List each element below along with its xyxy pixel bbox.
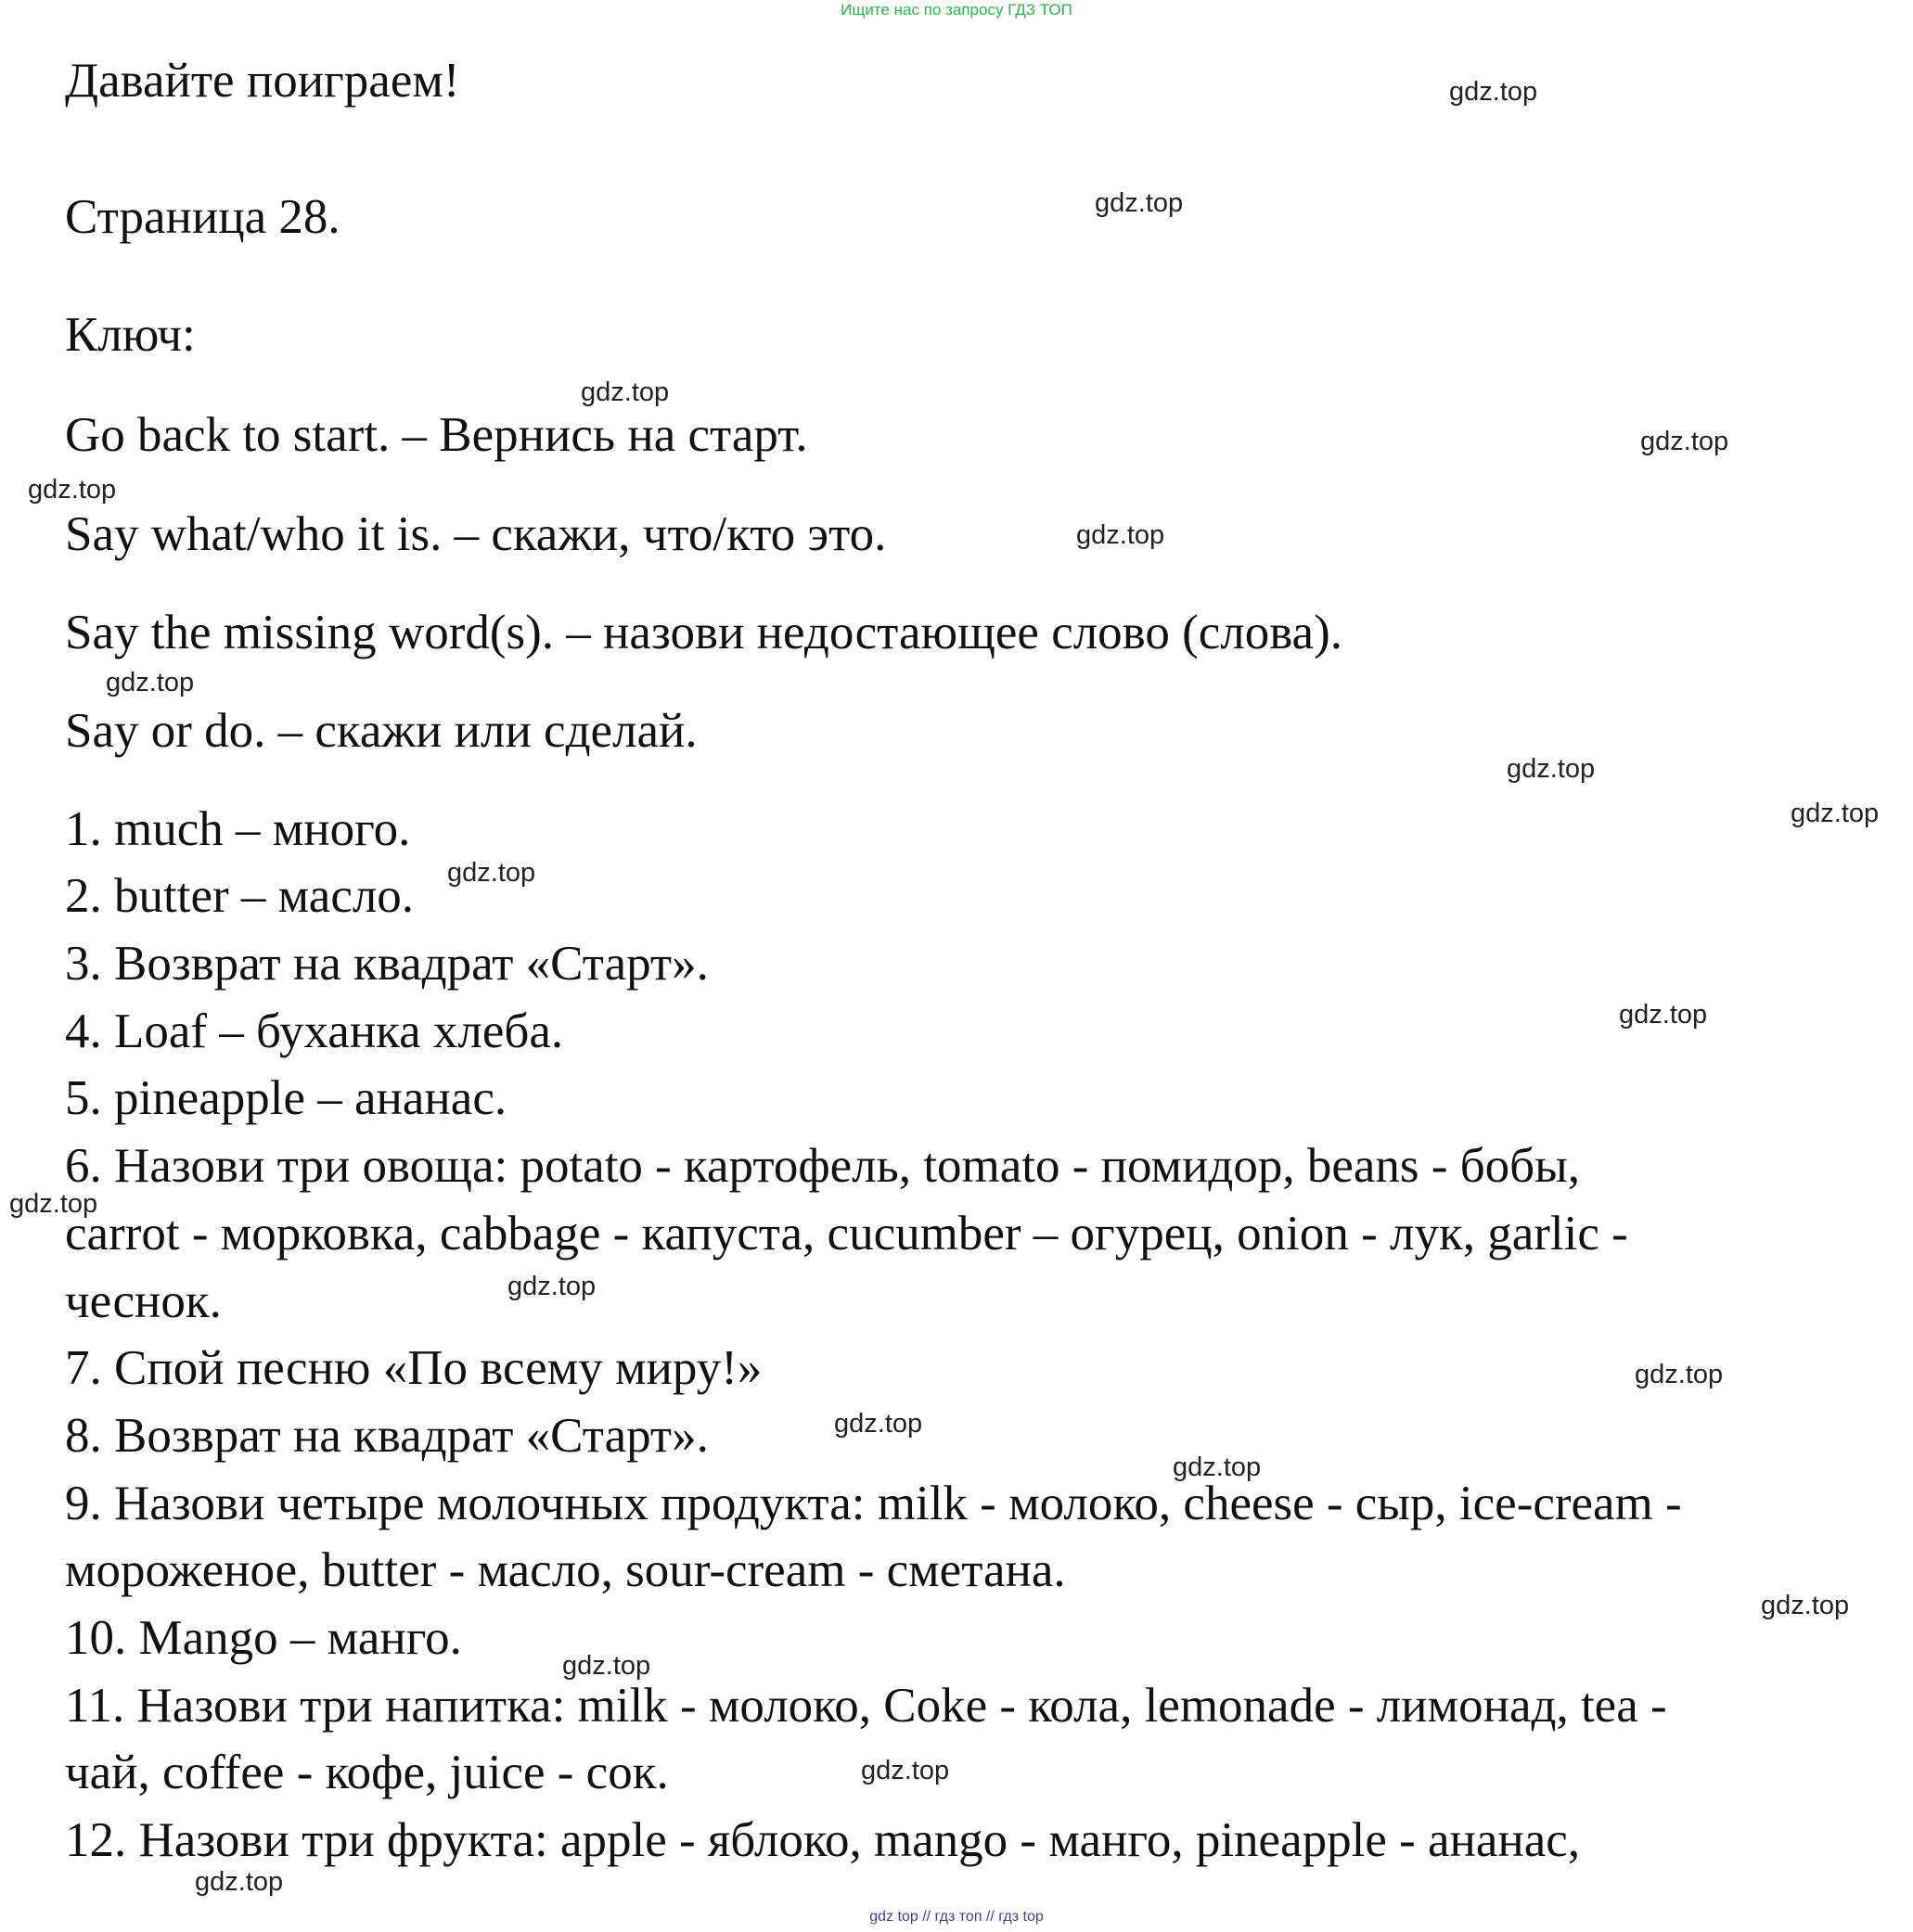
watermark: gdz.top — [507, 1272, 597, 1301]
instruction-line: Go back to start. – Вернись на старт. — [65, 408, 808, 462]
watermark: gdz.top — [106, 668, 195, 697]
instruction-line: Say the missing word(s). – назови недостающее слово (слова). — [65, 606, 1342, 659]
answer-line: 6. Назови три овоща: potato - картофель, tomato - помидор, beans - бобы, — [65, 1139, 1580, 1193]
document-title: Давайте поиграем! — [65, 54, 460, 108]
instruction-line: Say or do. – скажи или сделай. — [65, 704, 698, 758]
answer-line: 11. Назови три напитка: milk - молоко, Coke - кола, lemonade - лимонад, tea - — [65, 1679, 1667, 1733]
watermark: gdz.top — [447, 858, 536, 888]
watermark: gdz.top — [1635, 1360, 1724, 1389]
watermark: gdz.top — [195, 1867, 284, 1897]
watermark: gdz.top — [1761, 1591, 1850, 1620]
answer-line: мороженое, butter - масло, sour-cream - сметана. — [65, 1543, 1066, 1597]
answer-line: 3. Возврат на квадрат «Старт». — [65, 937, 709, 991]
answer-line: carrot - морковка, cabbage - капуста, cucumber – огурец, onion - лук, garlic - — [65, 1207, 1628, 1260]
watermark: gdz.top — [1791, 799, 1880, 828]
top-banner: Ищите нас по запросу ГДЗ ТОП — [841, 1, 1072, 19]
watermark: gdz.top — [28, 475, 117, 505]
footer-watermark: gdz top // гдз топ // гдз top — [869, 1909, 1044, 1925]
watermark: gdz.top — [562, 1651, 651, 1681]
watermark: gdz.top — [1619, 1000, 1708, 1030]
watermark: gdz.top — [1640, 427, 1729, 456]
watermark: gdz.top — [861, 1756, 950, 1785]
answer-line: чай, coffee - кофе, juice - сок. — [65, 1746, 669, 1799]
watermark: gdz.top — [1095, 188, 1184, 218]
answer-line: 5. pineapple – ананас. — [65, 1071, 507, 1125]
watermark: gdz.top — [9, 1189, 98, 1219]
answer-line: 1. much – много. — [65, 802, 411, 856]
watermark: gdz.top — [1076, 520, 1165, 550]
answer-line: 10. Mango – манго. — [65, 1611, 462, 1665]
watermark: gdz.top — [1449, 77, 1538, 107]
watermark: gdz.top — [581, 377, 670, 407]
page-number: Страница 28. — [65, 190, 340, 244]
watermark: gdz.top — [834, 1409, 923, 1439]
instruction-line: Say what/who it is. – скажи, что/кто это. — [65, 507, 887, 561]
answer-line: 8. Возврат на квадрат «Старт». — [65, 1409, 709, 1463]
key-label: Ключ: — [65, 308, 196, 362]
answer-line: 4. Loaf – буханка хлеба. — [65, 1004, 564, 1058]
answer-line: чеснок. — [65, 1274, 222, 1328]
watermark: gdz.top — [1173, 1452, 1262, 1482]
answer-line: 2. butter – масло. — [65, 869, 415, 923]
watermark: gdz.top — [1507, 754, 1596, 784]
answer-line: 12. Назови три фрукта: apple - яблоко, mango - манго, pineapple - ананас, — [65, 1813, 1581, 1867]
answer-line: 7. Спой песню «По всему миру!» — [65, 1341, 763, 1395]
answer-line: 9. Назови четыре молочных продукта: milk - молоко, cheese - сыр, ice-cream - — [65, 1477, 1682, 1530]
